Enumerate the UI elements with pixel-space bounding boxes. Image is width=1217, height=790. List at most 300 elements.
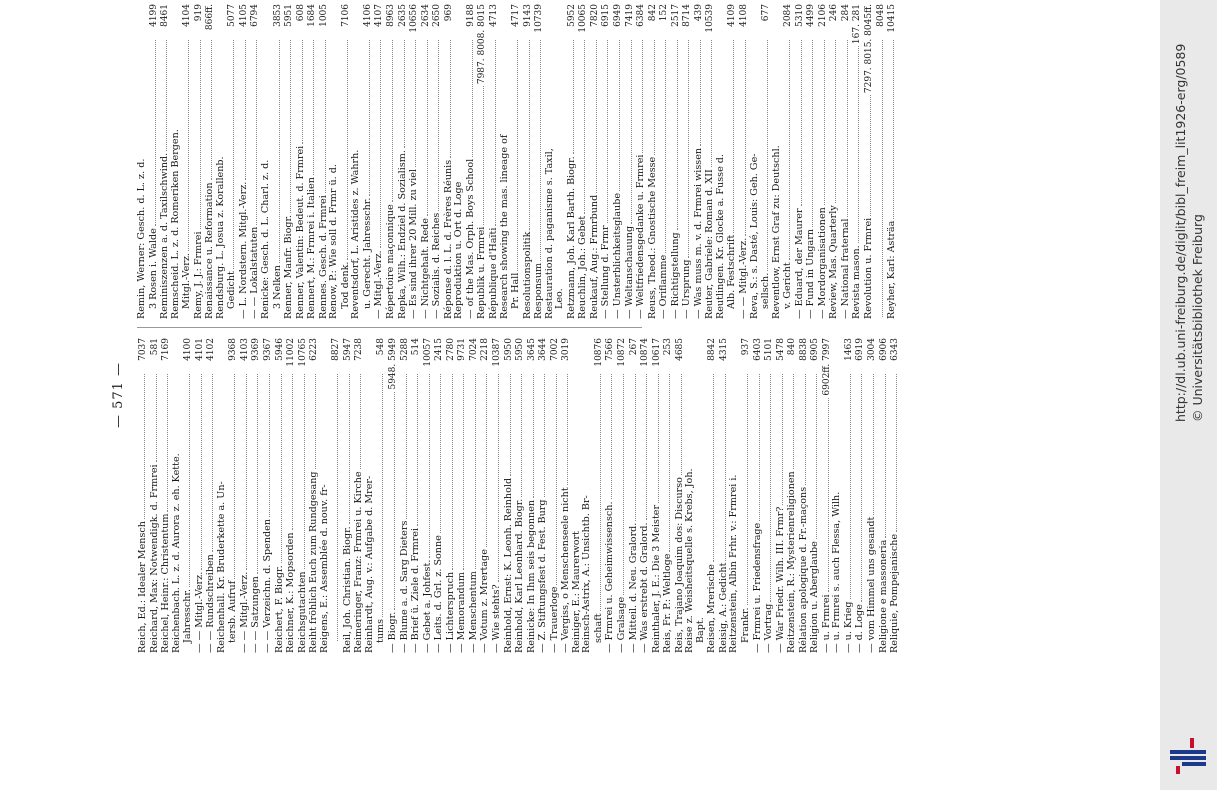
entry-number: 677 <box>761 4 772 22</box>
entry-number: 9188 <box>465 4 476 27</box>
entry-text: Frankr. <box>739 607 751 643</box>
entry-text: — of the Mas. Orph. Boys School <box>464 158 476 319</box>
entry-number: 5946 <box>274 338 285 361</box>
entry-number: 8048 <box>875 4 886 27</box>
index-entry <box>397 4 409 319</box>
index-entry <box>262 338 274 653</box>
entry-text: — Mordorganisationen <box>816 207 828 319</box>
entry-text: Retzmann, Joh. Karl Barth. Biogr. <box>565 156 577 319</box>
entry-number: 7037 <box>138 338 148 361</box>
entry-text: Reuss, Theod.: Gnostische Messe <box>646 156 658 319</box>
index-entry <box>805 4 817 319</box>
dot-leader <box>560 374 568 485</box>
logo-red-mark-2 <box>1176 766 1180 774</box>
entry-text: — vom Himmel uns gesandt <box>866 516 877 653</box>
entry-number: 5952 <box>566 4 577 27</box>
entry-text: — Biogr. <box>387 611 399 653</box>
dot-leader <box>308 374 316 469</box>
entry-text: Reichsgutachten <box>296 571 308 653</box>
dot-leader <box>866 374 874 515</box>
entry-text: Reproduktion u. Ort d. Loge <box>453 181 465 319</box>
entry-number: 152 <box>659 4 670 22</box>
entry-text: — Blume a. d. Sarg Dieters <box>398 520 410 653</box>
dot-leader <box>752 374 760 521</box>
entry-text: — Menschentum <box>467 571 479 653</box>
dot-leader <box>510 40 518 271</box>
dot-leader <box>306 40 314 175</box>
entry-text: Restauration d. paganisme s. Taxil, <box>543 148 555 319</box>
entry-number: 284 <box>840 4 851 22</box>
dot-leader <box>775 374 783 505</box>
index-entry <box>373 4 385 319</box>
index-entry <box>522 4 534 319</box>
index-entry <box>716 4 727 319</box>
entry-text: Reutlingen. Kr. Glocke a. Fusse d. <box>714 154 726 319</box>
entry-text: — Frmrei u. Friedensfrage <box>751 522 763 653</box>
entry-text: Bapt. <box>694 617 706 643</box>
entry-text: — Memorandum <box>456 572 468 653</box>
dot-leader <box>274 374 282 563</box>
entry-number: 919 <box>193 4 204 22</box>
dot-leader <box>340 40 348 260</box>
entry-number: 2780 <box>445 338 456 361</box>
entry-number: 548 <box>376 338 387 356</box>
entry-number: 842 <box>647 4 658 22</box>
dot-leader <box>295 40 303 144</box>
dot-leader <box>342 374 350 524</box>
index-entry <box>612 4 624 319</box>
entry-text: Reinthaler, J. E.: Die 3 Meister <box>650 504 662 653</box>
index-entry <box>137 338 149 653</box>
index-entry <box>772 4 783 319</box>
index-entry <box>149 338 161 653</box>
index-entry <box>479 338 491 653</box>
dot-leader <box>194 374 202 570</box>
dot-leader <box>182 374 190 587</box>
index-entry <box>285 338 297 653</box>
entry-text: — Lichterspruch <box>444 571 456 653</box>
index-entry <box>886 4 898 319</box>
column-divider <box>137 327 642 328</box>
entry-number: 6223 <box>309 338 320 361</box>
entry-text: — Was erstrebt d. Gralord. <box>639 522 651 653</box>
index-entry <box>306 4 318 319</box>
entry-text: Reminiszenzen a. d. Taxilschwind. <box>159 152 171 319</box>
dot-leader <box>786 374 794 469</box>
entry-text: — Vortrag <box>763 603 775 653</box>
entry-number: 11002 <box>286 338 297 367</box>
entry-text: Religione e massoneria <box>877 539 889 653</box>
entry-number: 2415 <box>434 338 445 361</box>
index-entry <box>809 338 821 653</box>
entry-number: 5947 <box>342 338 353 361</box>
entry-text: Reuter, Gabriele: Roman d. XII <box>704 169 716 319</box>
index-entry <box>840 4 852 319</box>
entry-text: — Wie stehts? <box>490 584 502 653</box>
entry-text: — Mitteil. d. Neu. Gralord. <box>627 522 639 653</box>
entry-number: 4713 <box>488 4 499 27</box>
dot-leader <box>410 374 418 526</box>
dot-leader <box>239 374 247 570</box>
entry-text: Rendsburg. L. Josua z. Korallenb. <box>214 156 226 319</box>
entry-number: 3853 <box>272 4 283 27</box>
dot-leader <box>843 374 851 599</box>
entry-text: tums <box>375 618 387 643</box>
index-entry <box>693 4 705 319</box>
page-number: — 571 — <box>111 361 126 429</box>
entry-text: Research showing the mas. lineage of <box>498 134 510 319</box>
dot-leader <box>318 40 326 193</box>
entry-number: 8842 <box>707 338 718 361</box>
dot-leader <box>740 374 748 605</box>
dot-leader <box>612 40 620 191</box>
entry-text: Mitgl.-Verz. <box>181 253 193 309</box>
index-entry <box>399 338 411 653</box>
entry-text: — Weltfriedensgedanke u. Frmrei <box>635 154 647 319</box>
entry-text: Religion u. Aberglaube <box>809 541 821 653</box>
entry-text: 3 Nelken <box>271 265 283 309</box>
entry-text: Reisen, Mrerische <box>706 564 718 653</box>
index-entry <box>365 338 376 653</box>
entry-number: 4315 <box>718 338 729 361</box>
entry-number: 581 <box>149 338 160 356</box>
entry-text: Remin, Werner: Gesch. d. L. z. d. <box>136 158 147 319</box>
entry-text: Renaissance u. Reformation <box>204 182 216 319</box>
index-entry <box>431 4 443 319</box>
entry-number: 866ff. <box>205 4 216 31</box>
index-entry <box>320 338 331 653</box>
index-entry <box>533 4 545 319</box>
entry-number: 4685 <box>674 338 685 361</box>
entry-text: Reinhold, Karl Leonhard. Biogr. <box>514 498 526 653</box>
entry-number: 5951 <box>284 4 295 27</box>
index-entry <box>468 338 480 653</box>
dot-leader <box>227 374 235 579</box>
entry-text: Rennert, M.: Frmrei i. Italien <box>306 177 318 319</box>
entry-text: — Z. Stiftungsfest d. Fest. Burg <box>537 499 549 653</box>
dot-leader <box>272 40 280 263</box>
entry-text: — — Lokalstatuten <box>249 226 261 319</box>
index-entry <box>878 338 890 653</box>
entry-number: 4102 <box>206 338 217 361</box>
dot-leader <box>760 40 768 271</box>
entry-text: — War Friedr. Wilh. III. Frmr? <box>774 506 786 653</box>
index-entry <box>261 4 272 319</box>
entry-number: 3004 <box>867 338 877 361</box>
entry-text: 3 Rosen i. Walde <box>147 228 159 309</box>
index-entry <box>148 4 160 319</box>
entry-text: Republik u. Frmrei <box>476 226 488 319</box>
index-entry <box>828 4 840 319</box>
dot-leader <box>674 374 682 475</box>
entry-text: — — Mitgl.-Verz. <box>737 237 749 319</box>
dot-leader <box>886 40 894 219</box>
entry-number: 10874 <box>640 338 651 367</box>
dot-leader <box>408 40 416 167</box>
dot-leader <box>181 40 189 251</box>
dot-leader <box>600 40 608 223</box>
index-entry <box>889 338 901 653</box>
entry-text: schaft <box>592 613 604 643</box>
entry-text: — Leits. d. Grl. z. Sonne <box>433 535 445 653</box>
entry-number: 9731 <box>457 338 468 361</box>
dot-leader <box>456 374 464 570</box>
entry-number: 2635 <box>397 4 408 27</box>
entry-text: tersb. Aufruf <box>227 580 239 643</box>
logo-red-mark <box>1190 738 1194 748</box>
logo-bar-mid <box>1170 756 1206 760</box>
entry-number: 5310 <box>794 4 805 27</box>
dot-leader <box>798 374 806 485</box>
entry-number: 5950 <box>503 338 514 361</box>
logo-bar-bottom <box>1182 762 1206 766</box>
entry-text: Repka, Wilh.: Endziel d. Sozialism. <box>396 150 408 319</box>
index-entry <box>329 4 340 319</box>
dot-leader <box>809 374 817 539</box>
index-entry <box>491 338 503 653</box>
entry-text: Gedicht <box>226 271 238 309</box>
index-entry <box>794 4 806 319</box>
index-entry <box>351 4 362 319</box>
dot-leader <box>503 374 511 476</box>
entry-number: 246 <box>829 4 840 22</box>
entry-text: — — Mitgl.-Verz. <box>193 571 205 653</box>
entry-number: 608 <box>295 4 306 22</box>
entry-text: Reuchlin, Joh.: Gebet <box>577 215 589 319</box>
dot-leader <box>537 374 545 497</box>
dot-leader <box>794 40 802 206</box>
dot-leader <box>137 374 145 519</box>
entry-text: Leo. <box>554 288 566 309</box>
dot-leader <box>353 374 361 469</box>
entry-text: — L. Nordstern. Mitgl.-Verz. <box>237 181 249 319</box>
dot-leader <box>193 40 201 229</box>
dot-leader <box>828 40 836 203</box>
entry-number: 6403 <box>752 338 763 361</box>
entry-text: — Eduard, der Maurer <box>793 208 805 319</box>
entry-text: Remy, J. J.: Frmrei <box>192 231 204 319</box>
entry-number: 2218 <box>480 338 491 361</box>
entry-text: u. Gerecht. Jahresschr. <box>361 197 373 309</box>
dot-leader <box>706 374 714 562</box>
entry-number: 4717 <box>511 4 522 27</box>
index-entry <box>817 4 829 319</box>
dot-leader <box>805 40 813 227</box>
dot-leader <box>589 40 597 193</box>
index-entry <box>647 4 659 319</box>
entry-number: 514 <box>411 338 422 356</box>
entry-text: Reinsch-Astrix, A.: Unsichtb. Br- <box>581 495 593 653</box>
index-entry <box>681 4 693 319</box>
source-url-link[interactable]: http://dl.ub.uni-freiburg.de/diglit/bibl_freim_lit1926-erg/0589 <box>1172 43 1188 422</box>
entry-text: Reventsdorf, L. Aristides z. Wahrh. <box>350 149 362 319</box>
entry-number: 6915 <box>601 4 612 27</box>
entry-number: 7169 <box>161 338 172 361</box>
entry-text: sellsch. <box>760 272 772 309</box>
entry-text: — — Rundschreiben <box>205 554 217 653</box>
index-entry <box>582 338 593 653</box>
entry-number: 5478 <box>775 338 786 361</box>
index-entry <box>738 4 750 319</box>
index-entry <box>782 4 794 319</box>
dot-leader <box>226 40 234 269</box>
entry-text: Tod denk. <box>339 261 351 309</box>
dot-leader <box>330 374 338 641</box>
index-entry <box>172 338 183 653</box>
dot-leader <box>658 40 666 253</box>
entry-number: 4199 <box>148 4 159 27</box>
entry-text: Réponse d. l. L. d. Frères Réunis <box>442 159 454 319</box>
entry-number: 10739 <box>534 4 545 33</box>
dot-leader <box>375 374 383 617</box>
index-entry <box>696 338 707 653</box>
dot-leader <box>782 40 790 260</box>
entry-number: 4103 <box>239 338 250 361</box>
entry-text: Reukauf, Aug.: Frmrbund <box>588 194 600 319</box>
entry-number: 10539 <box>705 4 716 33</box>
dot-leader <box>397 40 405 148</box>
index-entry <box>514 338 526 653</box>
entry-text: Review, Mas. Quarterly <box>828 205 840 319</box>
entry-number: 10876 <box>593 338 604 367</box>
entry-number: 439 <box>693 4 704 22</box>
entry-text: Reventlow, Ernst Graf zu: Deutschl. <box>770 145 782 319</box>
dot-leader <box>250 374 258 574</box>
dot-leader <box>431 40 439 211</box>
dot-leader <box>549 374 557 585</box>
entry-number: 2517 <box>670 4 681 27</box>
entry-text: Reimeringer, Franz: Frmrei u. Kirche <box>353 471 365 653</box>
entry-text: République d'Haïti <box>487 227 499 319</box>
dot-leader <box>854 374 862 602</box>
dot-leader <box>718 374 726 561</box>
dot-leader <box>628 374 636 521</box>
dot-leader <box>422 374 430 558</box>
entry-text: — Mitgl.-Verz. <box>373 250 385 319</box>
dot-leader <box>681 40 689 258</box>
entry-number: 840 <box>787 338 798 356</box>
dot-leader <box>476 86 484 225</box>
dot-leader <box>373 40 381 248</box>
library-sidebar <box>1160 0 1217 790</box>
index-entry <box>171 4 182 319</box>
entry-text: — — Satzungen <box>250 576 262 653</box>
index-entry <box>670 4 682 319</box>
index-entry <box>342 338 354 653</box>
entry-text: Reiniger, E.: Maurerwort <box>570 530 582 653</box>
dot-leader <box>204 40 212 180</box>
entry-number: 4108 <box>738 4 749 27</box>
entry-text: Reichel, Heinr.: Christentum <box>160 513 172 653</box>
index-entry <box>639 338 651 653</box>
entry-text: Renow, P.: Wie soll d. Frmr ü. d. <box>328 164 340 319</box>
entry-number: 8963 <box>386 4 397 27</box>
index-column-left <box>137 338 901 653</box>
entry-text: — u. Krieg <box>842 601 854 653</box>
entry-number: 4107 <box>374 4 385 27</box>
index-entry <box>295 4 307 319</box>
dot-leader <box>445 374 453 570</box>
entry-text: Rélation apologique d. Fr.-maçons <box>797 486 809 653</box>
index-entry <box>589 4 601 319</box>
dot-leader <box>297 374 305 569</box>
entry-number: 7106 <box>340 4 351 27</box>
index-entry <box>628 338 640 653</box>
index-entry <box>454 4 465 319</box>
index-entry <box>775 338 787 653</box>
entry-text: — Stellung d. Frmr <box>600 225 612 319</box>
entry-text: Reichard, Max: Notwendigk. d. Frmrei <box>148 464 160 653</box>
entry-number: 10617 <box>651 338 662 367</box>
dot-leader <box>647 40 655 155</box>
index-entry <box>193 4 205 319</box>
dot-leader <box>533 40 541 261</box>
entry-text: Reis, Fr. P.: Weltloge <box>662 553 674 653</box>
index-entry <box>362 4 374 319</box>
index-column-right <box>136 4 898 319</box>
dot-leader <box>889 374 897 532</box>
entry-text: Reis, Trajano Joaquim dos: Discurso <box>673 477 685 653</box>
entry-text: Reigens, E.: Assemblée d. nouv. fr- <box>318 484 330 653</box>
entry-text: — Brief ü. Ziele d. Frmrei <box>410 527 422 653</box>
dot-leader <box>651 374 659 503</box>
dot-leader <box>624 40 632 224</box>
index-entry <box>740 338 752 653</box>
entry-text: Reisig, A.: Gedicht <box>717 562 729 653</box>
entry-number: 4105 <box>238 4 249 27</box>
entry-text: Remscheid. L. z. d. Romeriken Bergen. <box>169 129 181 319</box>
entry-number: 7820 <box>589 4 600 27</box>
entry-text: Rennes. Gesch. d. Frmrei <box>317 195 329 319</box>
dot-leader <box>283 40 291 213</box>
index-entry <box>274 338 286 653</box>
entry-number: 9369 <box>251 338 262 361</box>
entry-number: 969 <box>443 4 454 22</box>
dot-leader <box>465 40 473 157</box>
entry-number: 10387 <box>491 338 502 367</box>
entry-number: 6949 <box>612 4 623 27</box>
index-entry <box>159 4 171 319</box>
index-entry <box>433 338 445 653</box>
entry-text: v. Gericht <box>782 262 794 309</box>
index-entry <box>408 4 420 319</box>
entry-text: Jahresschr. <box>182 589 194 643</box>
entry-text: Reichert, F. Biogr. <box>273 565 285 653</box>
entry-text: — Gebet a. Johfest. <box>421 559 433 653</box>
entry-number: 7024 <box>468 338 479 361</box>
dot-leader <box>577 40 585 214</box>
entry-number: 2106 <box>817 4 828 27</box>
entry-number: 3644 <box>538 338 549 361</box>
entry-text: Renner, Manfr. Biogr. <box>283 214 295 319</box>
entry-text: — Vergiss, o Menschenseele nicht <box>560 487 572 653</box>
dot-leader <box>670 40 678 230</box>
entry-text: Reise z. Weisheitsquelle s. Krebs, Joh. <box>684 468 696 653</box>
index-entry <box>387 338 399 653</box>
entry-text: — Oriflamme <box>658 254 670 319</box>
logo-bar-top <box>1170 750 1206 754</box>
index-entry <box>545 4 556 319</box>
entry-number: 6906 <box>878 338 889 361</box>
index-entry <box>624 4 636 319</box>
index-entry <box>250 338 262 653</box>
dot-leader <box>285 374 293 530</box>
entry-number: 7002 <box>549 338 560 361</box>
index-entry <box>238 4 250 319</box>
dot-leader <box>604 374 612 499</box>
dot-leader <box>738 40 746 236</box>
dot-leader <box>851 46 859 243</box>
